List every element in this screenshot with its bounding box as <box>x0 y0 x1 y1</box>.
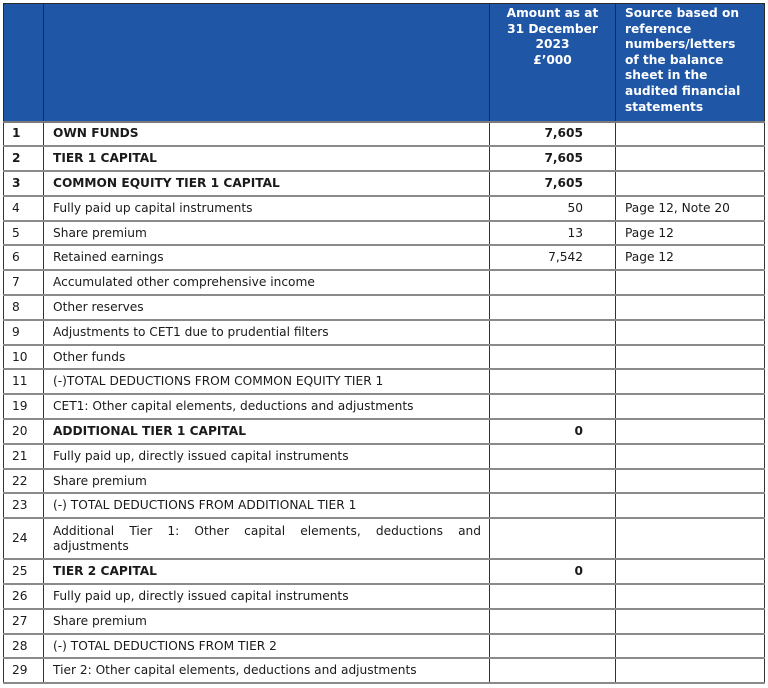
table-row <box>4 469 765 494</box>
row-amount <box>490 270 616 295</box>
row-number: 22 <box>4 469 44 494</box>
row-number: 29 <box>4 658 44 683</box>
row-number: 3 <box>4 171 44 196</box>
table-row <box>4 419 765 444</box>
table-row <box>4 221 765 246</box>
row-number: 26 <box>4 584 44 609</box>
row-number: 25 <box>4 559 44 584</box>
row-amount: 0 <box>490 559 616 584</box>
row-amount: 7,605 <box>490 146 616 171</box>
row-amount: 13 <box>490 221 616 246</box>
header-amount-line: Amount as at <box>506 6 599 20</box>
row-source: Page 12 <box>616 245 765 270</box>
row-source <box>616 394 765 419</box>
row-source <box>616 584 765 609</box>
table-row <box>4 658 765 683</box>
row-amount <box>490 469 616 494</box>
row-source <box>616 122 765 147</box>
header-source-line: of the balance <box>625 52 724 67</box>
table-row <box>4 444 765 469</box>
row-label: Other reserves <box>44 295 490 320</box>
row-label: Other funds <box>44 345 490 370</box>
row-number: 1 <box>4 122 44 147</box>
row-number: 10 <box>4 345 44 370</box>
row-source <box>616 658 765 683</box>
row-amount <box>490 609 616 634</box>
own-funds-table <box>3 3 765 684</box>
row-number: 2 <box>4 146 44 171</box>
row-label: (-) TOTAL DEDUCTIONS FROM ADDITIONAL TIER 1 <box>44 493 490 518</box>
row-number: 9 <box>4 320 44 345</box>
table-row <box>4 146 765 171</box>
row-label: Additional Tier 1: Other capital elements, deductions and adjustments <box>44 518 490 559</box>
header-source-line: audited financial <box>625 83 741 98</box>
table-row <box>4 345 765 370</box>
row-source <box>616 270 765 295</box>
row-label: Share premium <box>44 221 490 246</box>
row-label: (-)TOTAL DEDUCTIONS FROM COMMON EQUITY TIER 1 <box>44 369 490 394</box>
row-label: Tier 2: Other capital elements, deductions and adjustments <box>44 658 490 683</box>
row-number: 24 <box>4 518 44 559</box>
header-source-line: reference <box>625 21 692 36</box>
row-source <box>616 559 765 584</box>
row-source <box>616 320 765 345</box>
row-label: TIER 2 CAPITAL <box>44 559 490 584</box>
row-label: Fully paid up, directly issued capital instruments <box>44 584 490 609</box>
row-number: 11 <box>4 369 44 394</box>
row-label: Adjustments to CET1 due to prudential filters <box>44 320 490 345</box>
row-number: 20 <box>4 419 44 444</box>
row-label: COMMON EQUITY TIER 1 CAPITAL <box>44 171 490 196</box>
row-source <box>616 171 765 196</box>
table-row <box>4 634 765 659</box>
table-row <box>4 196 765 221</box>
table-row <box>4 320 765 345</box>
row-number: 4 <box>4 196 44 221</box>
row-number: 19 <box>4 394 44 419</box>
row-amount: 7,605 <box>490 122 616 147</box>
header-amount <box>490 4 616 122</box>
row-source: Page 12 <box>616 221 765 246</box>
row-source <box>616 146 765 171</box>
row-label: OWN FUNDS <box>44 122 490 147</box>
row-label: Fully paid up capital instruments <box>44 196 490 221</box>
row-amount: 0 <box>490 419 616 444</box>
row-source <box>616 469 765 494</box>
row-label: Share premium <box>44 609 490 634</box>
row-source <box>616 634 765 659</box>
row-source <box>616 518 765 559</box>
row-number: 6 <box>4 245 44 270</box>
row-amount <box>490 444 616 469</box>
header-item-label <box>44 4 490 122</box>
row-amount: 7,605 <box>490 171 616 196</box>
row-number: 27 <box>4 609 44 634</box>
row-amount <box>490 369 616 394</box>
table-row <box>4 559 765 584</box>
header-source <box>616 4 765 122</box>
table-body <box>4 122 765 684</box>
table-row <box>4 369 765 394</box>
row-amount <box>490 394 616 419</box>
table-row <box>4 609 765 634</box>
row-amount <box>490 518 616 559</box>
row-amount <box>490 493 616 518</box>
row-number: 5 <box>4 221 44 246</box>
header-source-line: Source based on <box>625 6 740 20</box>
row-number: 28 <box>4 634 44 659</box>
row-label: Accumulated other comprehensive income <box>44 270 490 295</box>
header-row-number <box>4 4 44 122</box>
table-row <box>4 295 765 320</box>
table-row <box>4 394 765 419</box>
row-source <box>616 493 765 518</box>
table-header-row <box>4 4 765 122</box>
row-amount <box>490 345 616 370</box>
header-amount-line: 31 December <box>507 21 598 36</box>
row-number: 21 <box>4 444 44 469</box>
row-source <box>616 369 765 394</box>
row-label: Retained earnings <box>44 245 490 270</box>
table-row <box>4 584 765 609</box>
header-source-line: statements <box>625 99 704 114</box>
row-number: 8 <box>4 295 44 320</box>
row-amount <box>490 295 616 320</box>
row-label: ADDITIONAL TIER 1 CAPITAL <box>44 419 490 444</box>
row-label: (-) TOTAL DEDUCTIONS FROM TIER 2 <box>44 634 490 659</box>
row-amount <box>490 584 616 609</box>
row-source <box>616 345 765 370</box>
row-number: 23 <box>4 493 44 518</box>
table-row <box>4 171 765 196</box>
row-amount: 7,542 <box>490 245 616 270</box>
row-source: Page 12, Note 20 <box>616 196 765 221</box>
row-source <box>616 609 765 634</box>
row-source <box>616 444 765 469</box>
table-row <box>4 122 765 147</box>
table-row <box>4 518 765 559</box>
row-number: 7 <box>4 270 44 295</box>
row-label: Share premium <box>44 469 490 494</box>
row-label: CET1: Other capital elements, deductions and adjustments <box>44 394 490 419</box>
row-label: TIER 1 CAPITAL <box>44 146 490 171</box>
row-amount <box>490 634 616 659</box>
row-label: Fully paid up, directly issued capital instruments <box>44 444 490 469</box>
header-source-line: sheet in the <box>625 68 708 83</box>
table-row <box>4 493 765 518</box>
table-row <box>4 245 765 270</box>
row-amount <box>490 320 616 345</box>
header-amount-line: 2023 <box>535 37 570 52</box>
header-source-line: numbers/letters <box>625 37 736 52</box>
row-source <box>616 295 765 320</box>
row-amount <box>490 658 616 683</box>
table-row <box>4 270 765 295</box>
row-source <box>616 419 765 444</box>
row-amount: 50 <box>490 196 616 221</box>
header-amount-line: £’000 <box>533 52 572 67</box>
